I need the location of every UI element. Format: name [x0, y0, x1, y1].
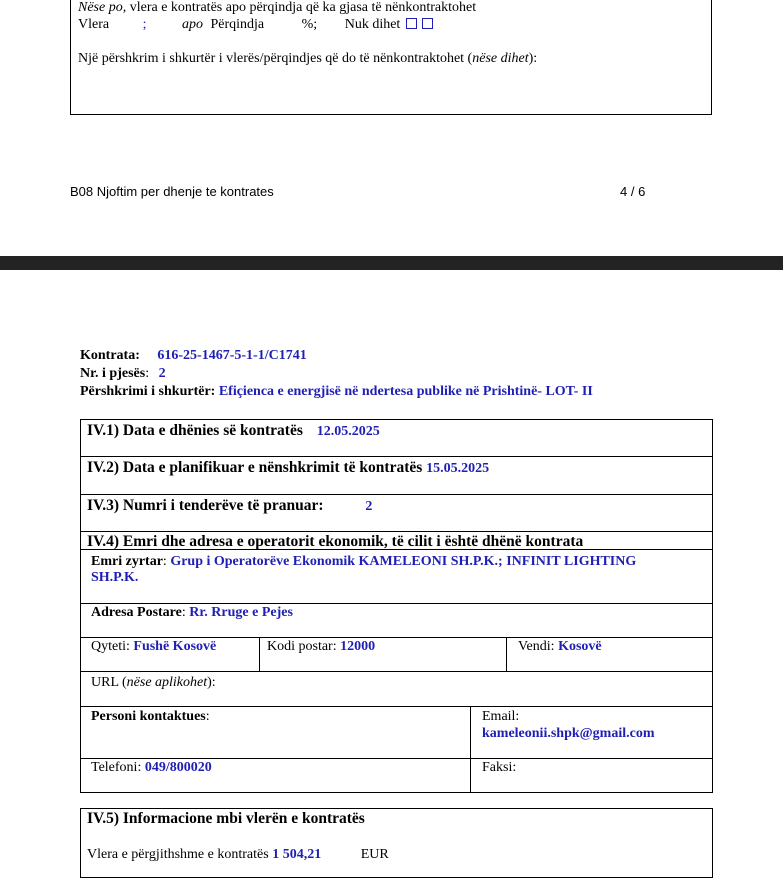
official-name: Emri zyrtar: Grup i Operatorëve Ekonomik KAMELEONI SH.P.K.; INFINIT LIGHTING: [91, 554, 637, 569]
total-value: Vlera e përgjithshme e kontratës 1 504,21 EUR: [87, 847, 389, 862]
country: Vendi: Kosovë: [518, 639, 602, 654]
contact-person: Personi kontaktues:: [91, 709, 210, 724]
city: Qyteti: Fushë Kosovë: [91, 639, 217, 654]
contract-number: Kontrata: 616-25-1467-5-1-1/C1741: [80, 348, 307, 363]
footer-page-number: 4 / 6: [620, 184, 646, 199]
checkbox-icon[interactable]: [406, 18, 417, 29]
subcontract-line-2: Vlera ; apo Përqindja %; Nuk dihet: [78, 17, 433, 33]
email-label: Email:: [482, 709, 520, 724]
url: URL (nëse aplikohet):: [91, 675, 216, 690]
email-value[interactable]: kameleonii.shpk@gmail.com: [482, 726, 655, 741]
section-iv4: IV.4) Emri dhe adresa e operatorit ekonomik, të cilit i është dhënë kontrata: [87, 533, 584, 550]
section-iv3: IV.3) Numri i tenderëve të pranuar: 2: [87, 497, 373, 514]
page-separator: [0, 256, 783, 270]
section-iv2: IV.2) Data e planifikuar e nënshkrimit të kontratës 15.05.2025: [87, 459, 490, 476]
section-iv1: IV.1) Data e dhënies së kontratës 12.05.2025: [87, 422, 380, 439]
postal-address: Adresa Postare: Rr. Rruge e Pejes: [91, 605, 293, 620]
subcontract-description: Një përshkrim i shkurtër i vlerës/përqindjes që do të nënkontraktohet (nëse dihet):: [78, 51, 538, 66]
lot-number: Nr. i pjesës: 2: [80, 366, 166, 381]
footer-doc-code: B08 Njoftim per dhenje te kontrates: [70, 184, 274, 199]
subcontract-line-1: Nëse po, vlera e kontratës apo përqindja që ka gjasa të nënkontraktohet: [78, 0, 477, 15]
short-description: Përshkrimi i shkurtër: Efiçienca e energjisë në ndertesa publike në Prishtinë- LOT- II: [80, 384, 593, 399]
official-name-cont: SH.P.K.: [91, 570, 139, 585]
checkbox-icon[interactable]: [422, 18, 433, 29]
section-iv5: IV.5) Informacione mbi vlerën e kontratës: [87, 810, 365, 827]
phone: Telefoni: 049/800020: [91, 760, 212, 775]
postal-code: Kodi postar: 12000: [267, 639, 376, 654]
fax: Faksi:: [482, 760, 517, 775]
